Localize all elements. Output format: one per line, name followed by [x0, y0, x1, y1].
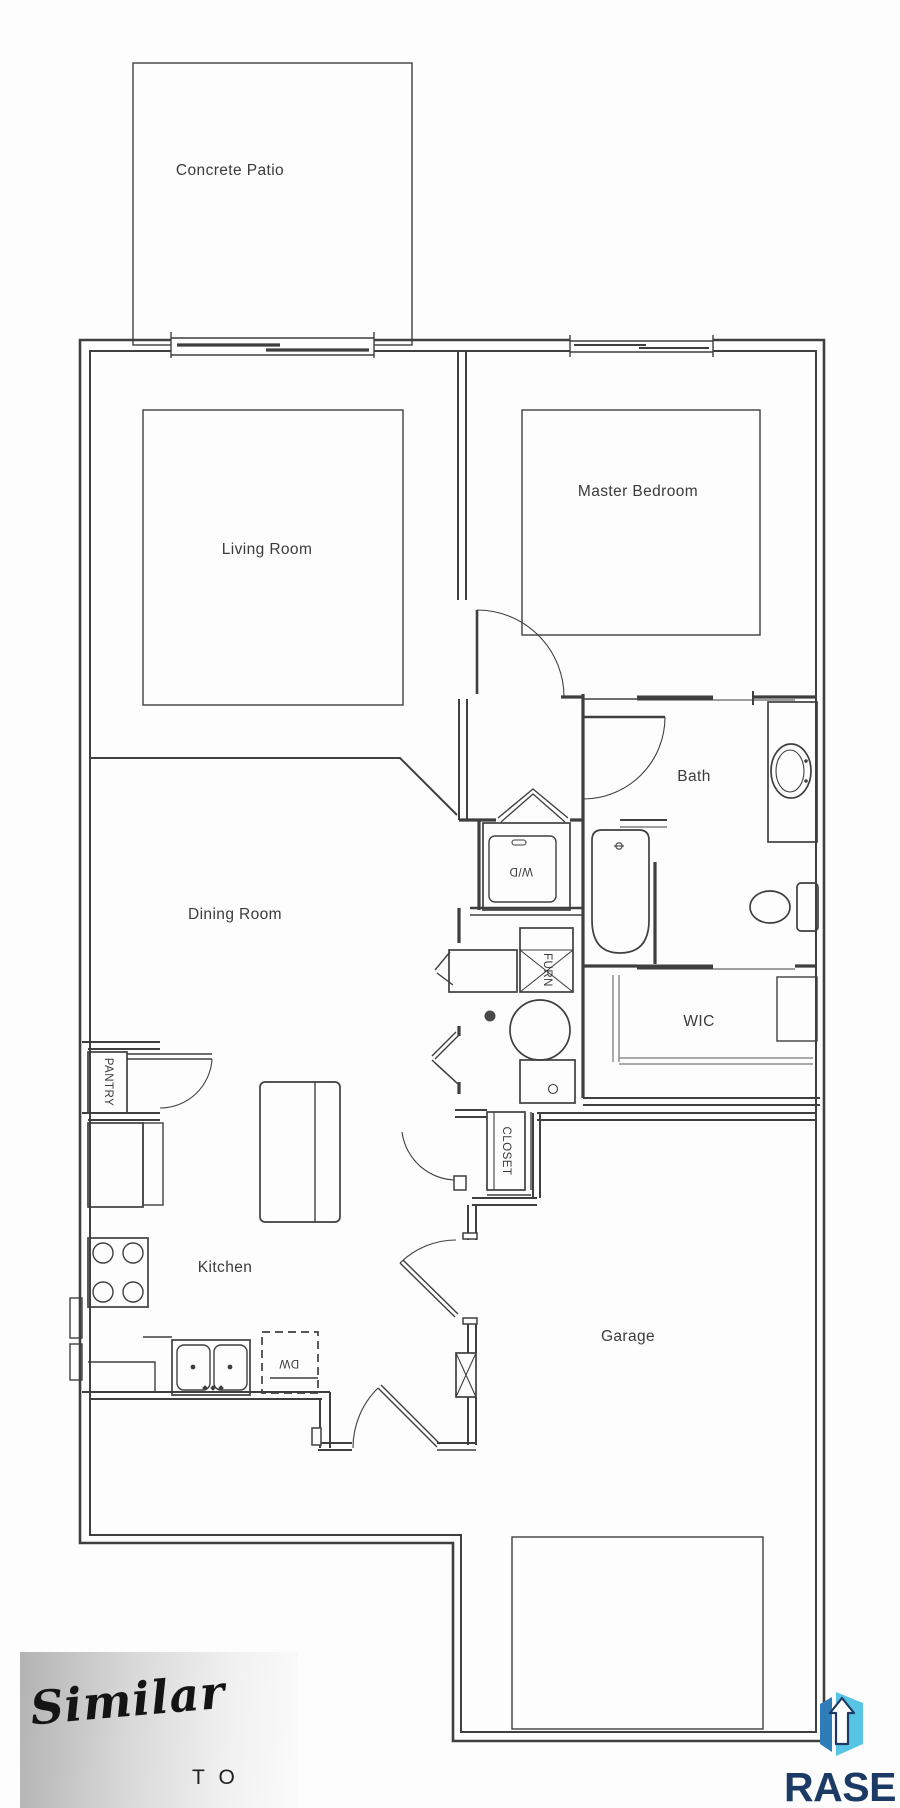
- label-dining-room: Dining Room: [188, 906, 282, 923]
- label-pantry: PANTRY: [102, 1057, 114, 1107]
- toilet-bowl: [750, 891, 790, 923]
- vanity-counter: [768, 702, 817, 842]
- label-kitchen: Kitchen: [197, 1259, 253, 1276]
- floor-drain: [485, 1011, 496, 1022]
- rase-logo-text: RASE: [784, 1764, 896, 1808]
- wic-elements: [613, 975, 817, 1064]
- kitchen-sink: [172, 1340, 250, 1395]
- label-garage: Garage: [600, 1328, 656, 1345]
- script-sub: TO: [192, 1766, 249, 1789]
- label-bath: Bath: [677, 768, 711, 785]
- rase-logo-icon: [814, 1686, 868, 1762]
- refrigerator: [88, 1123, 143, 1207]
- vanity-sink: [771, 744, 811, 798]
- garage-elements: [456, 1353, 763, 1729]
- range-stove: [88, 1238, 148, 1307]
- label-wic: WIC: [683, 1013, 715, 1030]
- exterior-walls: [80, 340, 824, 1741]
- label-concrete-patio: Concrete Patio: [175, 162, 285, 179]
- script-word: Similar: [28, 1664, 228, 1736]
- wic-shelf: [777, 977, 817, 1041]
- water-heater: [510, 1000, 570, 1060]
- label-furnace: FURN: [541, 953, 553, 987]
- label-closet: CLOSET: [500, 1126, 512, 1176]
- garage-door-pad: [512, 1537, 763, 1729]
- label-living-room: Living Room: [221, 541, 313, 558]
- kitchen-island: [260, 1082, 340, 1222]
- water-heater-platform: [449, 950, 517, 992]
- toilet-tank: [797, 883, 818, 931]
- interior-walls: [82, 351, 820, 1450]
- label-washer-dryer: W/D: [509, 865, 533, 877]
- mech-cabinet: [520, 1060, 575, 1103]
- similar-to-badge: [20, 1652, 298, 1808]
- patio-outline: [133, 63, 412, 345]
- label-master-bedroom: Master Bedroom: [577, 483, 699, 500]
- kitchen-fixtures: [88, 1052, 340, 1395]
- label-dishwasher: DW: [278, 1357, 300, 1369]
